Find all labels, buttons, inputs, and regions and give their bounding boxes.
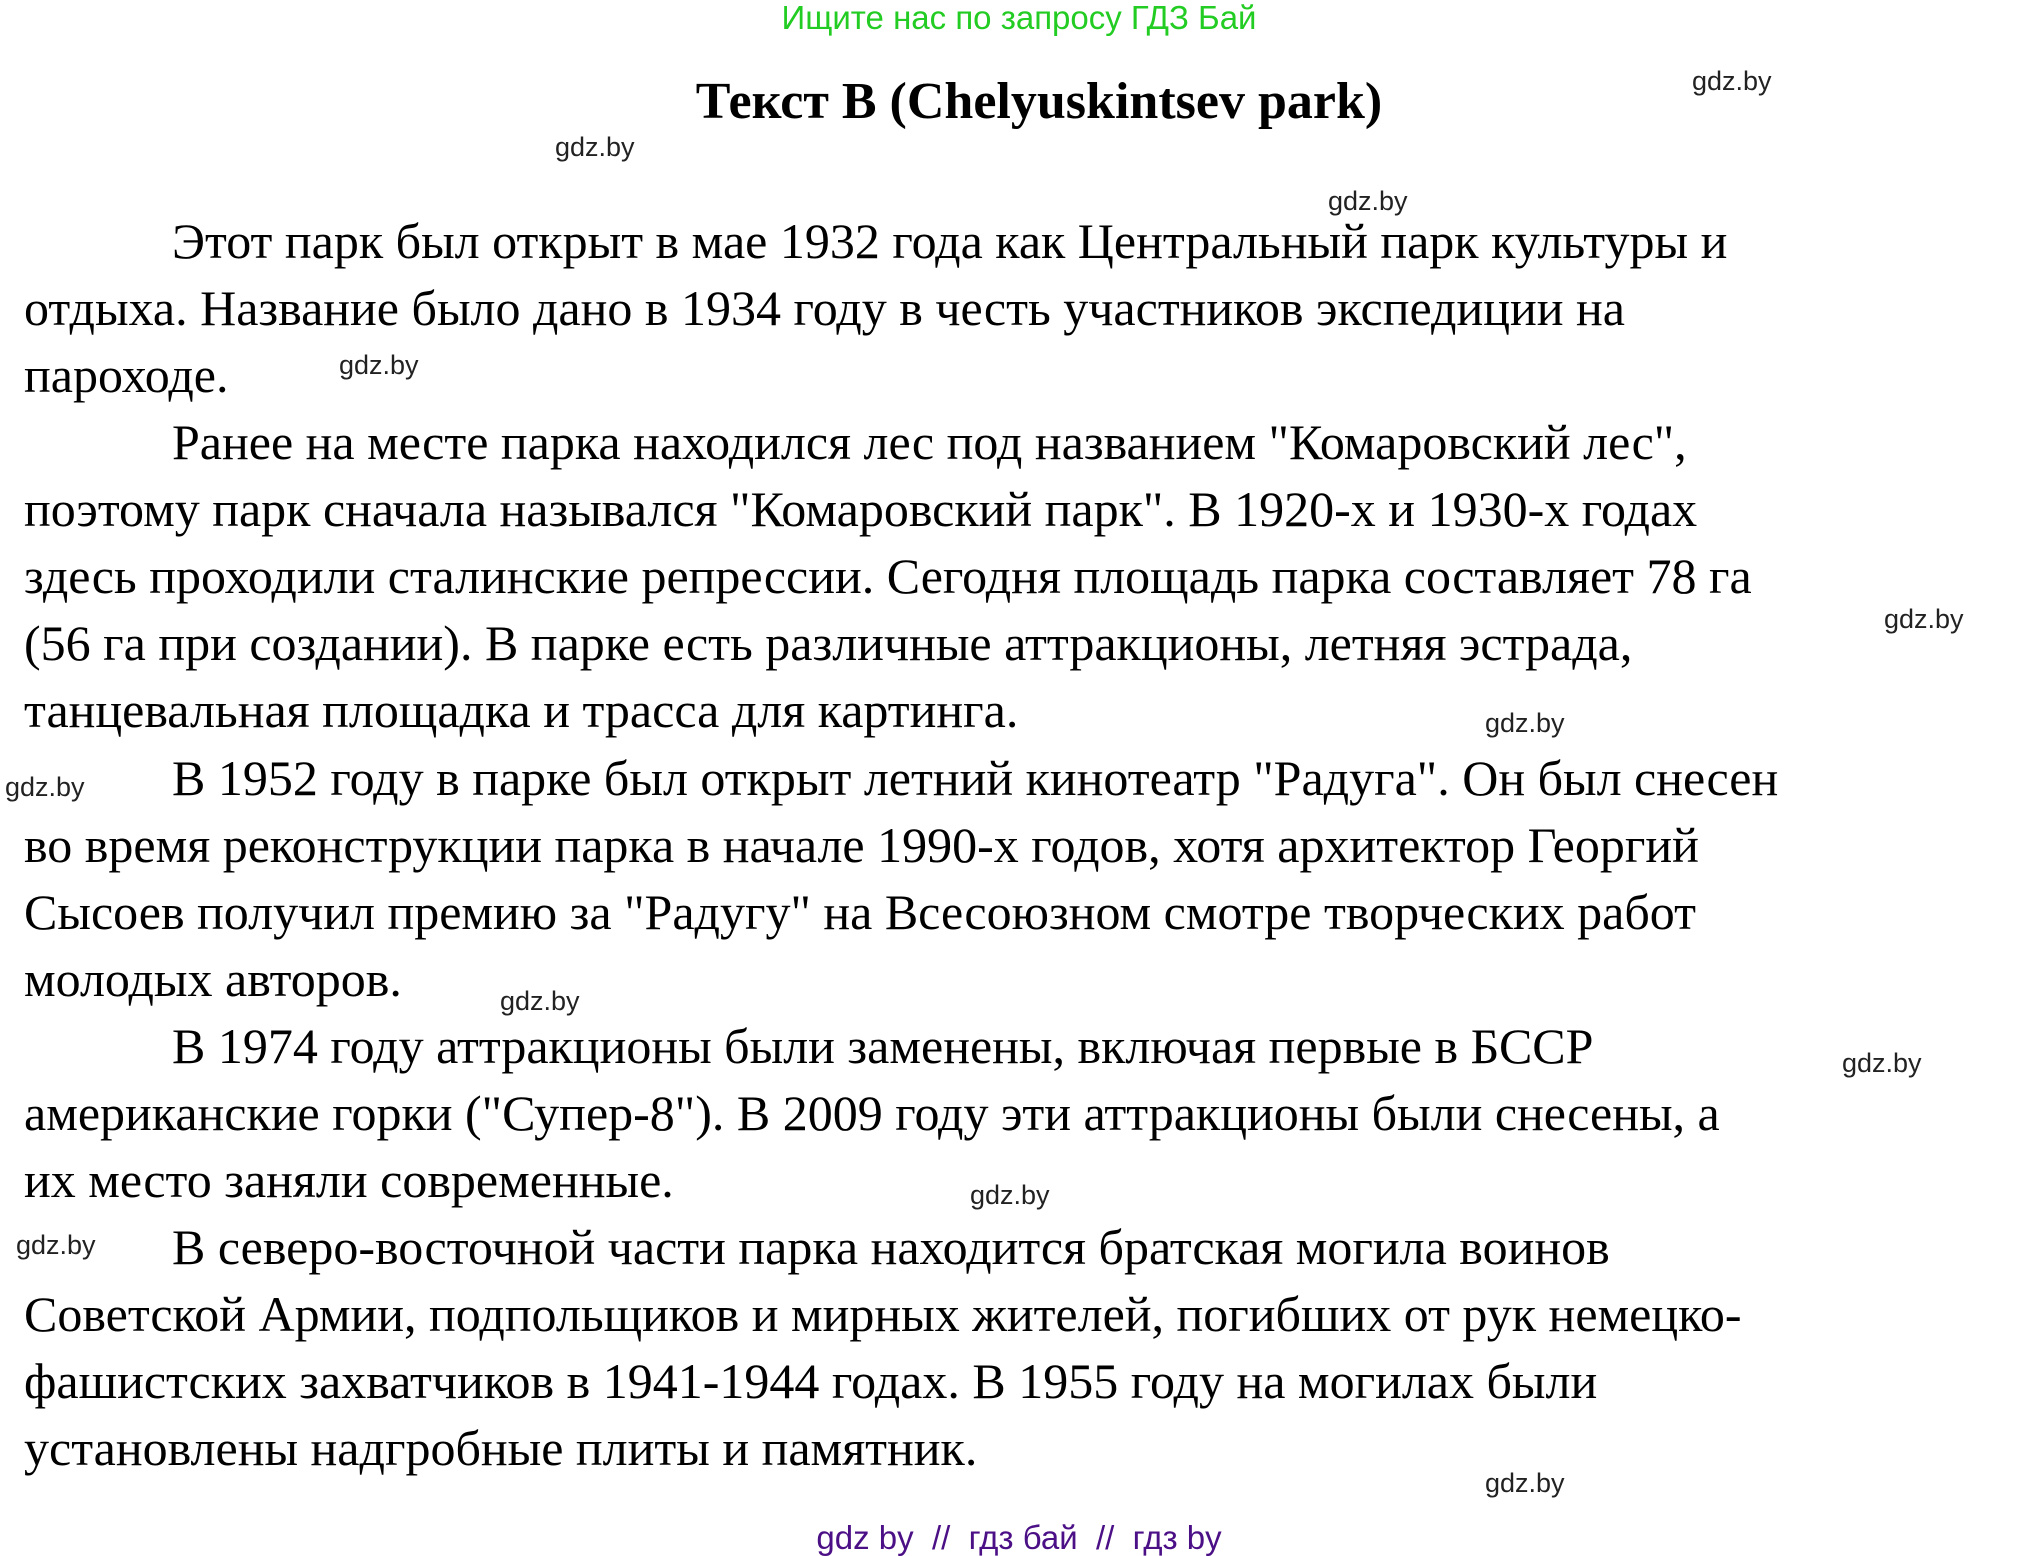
paragraph-4-line-1: В 1974 году аттракционы были заменены, включая первые в БССР <box>172 1018 1594 1074</box>
paragraph-1-line-2: отдыха. Название было дано в 1934 году в честь участников экспедиции на <box>24 280 1625 336</box>
search-banner: Ищите нас по запросу ГДЗ Бай <box>781 0 1257 36</box>
watermark: gdz.by <box>5 772 85 802</box>
watermark: gdz.by <box>555 132 635 162</box>
watermark: gdz.by <box>1884 604 1964 634</box>
watermark: gdz.by <box>500 986 580 1016</box>
paragraph-3-line-1: В 1952 году в парке был открыт летний кинотеатр "Радуга". Он был снесен <box>172 750 1779 806</box>
paragraph-3-line-2: во время реконструкции парка в начале 1990-х годов, хотя архитектор Георгий <box>24 817 1699 873</box>
watermark: gdz.by <box>1328 186 1408 216</box>
watermark: gdz.by <box>1485 1468 1565 1498</box>
watermark: gdz.by <box>1842 1048 1922 1078</box>
footer-links: gdz by // гдз бай // гдз by <box>816 1519 1222 1556</box>
paragraph-1-line-1: Этот парк был открыт в мае 1932 года как Центральный парк культуры и <box>172 213 1728 269</box>
paragraph-3-line-4: молодых авторов. <box>24 951 402 1007</box>
paragraph-2-line-2: поэтому парк сначала назывался "Комаровский парк". В 1920-х и 1930-х годах <box>24 481 1698 537</box>
watermark: gdz.by <box>1692 66 1772 96</box>
paragraph-5-line-3: фашистских захватчиков в 1941-1944 годах. В 1955 году на могилах были <box>24 1353 1598 1409</box>
paragraph-4-line-2: американские горки ("Супер-8"). В 2009 году эти аттракционы были снесены, а <box>24 1085 1720 1141</box>
paragraph-5-line-1: В северо-восточной части парка находится братская могила воинов <box>172 1219 1610 1275</box>
watermark: gdz.by <box>1485 708 1565 738</box>
page-title: Текст B (Chelyuskintsev park) <box>695 73 1383 130</box>
paragraph-2-line-3: здесь проходили сталинские репрессии. Сегодня площадь парка составляет 78 га <box>24 548 1752 604</box>
watermark: gdz.by <box>339 350 419 380</box>
paragraph-2-line-1: Ранее на месте парка находился лес под названием "Комаровский лес", <box>172 414 1687 470</box>
paragraph-4-line-3: их место заняли современные. <box>24 1152 674 1208</box>
watermark: gdz.by <box>970 1180 1050 1210</box>
paragraph-2-line-4: (56 га при создании). В парке есть различные аттракционы, летняя эстрада, <box>24 615 1633 671</box>
paragraph-2-line-5: танцевальная площадка и трасса для картинга. <box>24 682 1019 738</box>
paragraph-3-line-3: Сысоев получил премию за "Радугу" на Всесоюзном смотре творческих работ <box>24 884 1696 940</box>
watermark: gdz.by <box>16 1230 96 1260</box>
paragraph-5-line-4: установлены надгробные плиты и памятник. <box>24 1420 978 1476</box>
paragraph-1-line-3: пароходе. <box>24 347 229 403</box>
paragraph-5-line-2: Советской Армии, подпольщиков и мирных жителей, погибших от рук немецко- <box>24 1286 1742 1342</box>
